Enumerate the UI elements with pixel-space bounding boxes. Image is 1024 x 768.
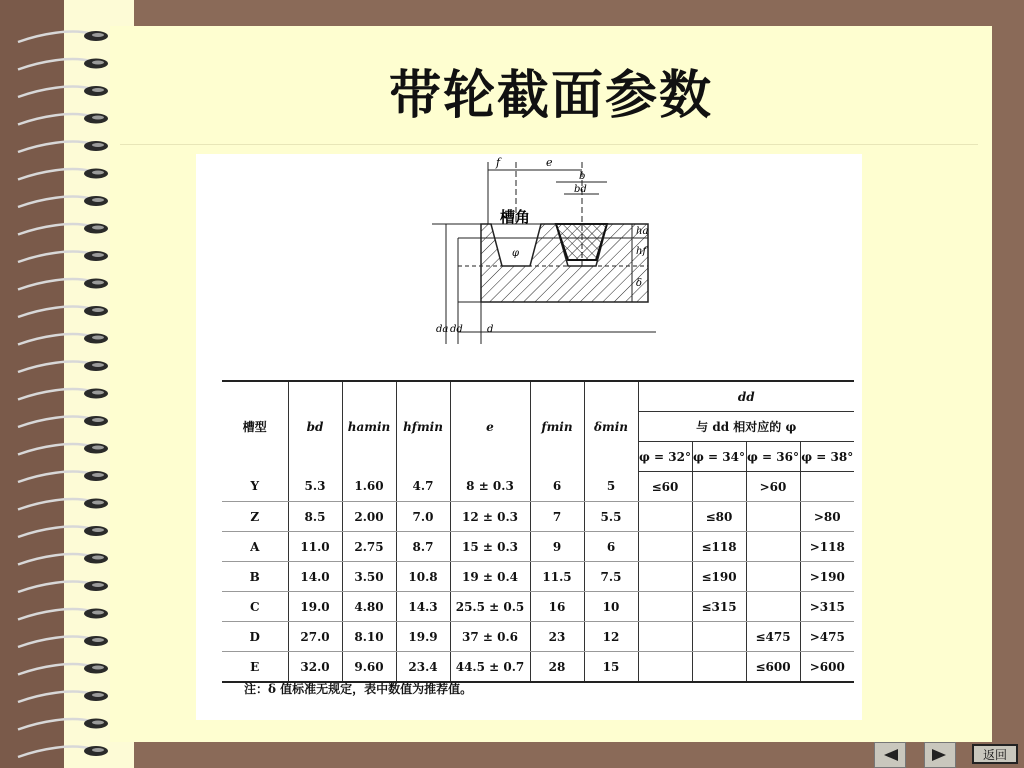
table-cell-f: 23	[530, 622, 584, 652]
binding-wire	[18, 637, 92, 647]
table-cell-bd: 27.0	[288, 622, 342, 652]
table-cell-type: A	[222, 532, 288, 562]
binding-highlight	[92, 638, 104, 642]
next-slide-button[interactable]	[924, 742, 956, 768]
table-cell-type: B	[222, 562, 288, 592]
table-cell-ha: 4.80	[342, 592, 396, 622]
header-phi-32: φ = 32°	[638, 442, 692, 472]
table-row	[222, 502, 854, 532]
header-phi-34: φ = 34°	[692, 442, 746, 472]
table-cell-type: Z	[222, 502, 288, 532]
table-cell-p32	[638, 502, 692, 532]
table-cell-hf: 7.0	[396, 502, 450, 532]
table-cell-e: 44.5 ± 0.7	[450, 652, 530, 683]
table-cell-p34: ≤315	[692, 592, 746, 622]
triangle-right-icon	[930, 747, 950, 763]
binding-wire	[18, 252, 92, 262]
binding-highlight	[92, 418, 104, 422]
table-cell-p38: >600	[800, 652, 854, 683]
label-e: e	[546, 156, 553, 169]
table-cell-p32: ≤60	[638, 472, 692, 502]
table-cell-bd: 32.0	[288, 652, 342, 683]
binding-highlight	[92, 281, 104, 285]
handwritten-note: 槽角	[500, 208, 531, 226]
binding-wire	[18, 527, 92, 537]
binding-highlight	[92, 116, 104, 120]
binding-highlight	[92, 446, 104, 450]
binding-wire	[18, 142, 92, 152]
table-cell-type: C	[222, 592, 288, 622]
table-cell-delta: 10	[584, 592, 638, 622]
binding-wire	[18, 307, 92, 317]
label-delta: δ	[636, 278, 643, 289]
table-cell-p38: >190	[800, 562, 854, 592]
header-groove-type: 槽型	[222, 381, 288, 472]
table-cell-e: 19 ± 0.4	[450, 562, 530, 592]
table-cell-delta: 6	[584, 532, 638, 562]
binding-wire	[18, 59, 92, 69]
groove-parameter-table	[222, 380, 854, 683]
table-cell-delta: 15	[584, 652, 638, 683]
table-cell-f: 9	[530, 532, 584, 562]
table-cell-p34: ≤80	[692, 502, 746, 532]
table-cell-f: 16	[530, 592, 584, 622]
triangle-left-icon	[880, 747, 900, 763]
table-cell-p32	[638, 592, 692, 622]
header-dd-sub: 与 dd 相对应的 φ	[638, 412, 854, 442]
label-ha: ha	[636, 226, 649, 237]
table-cell-p34: ≤190	[692, 562, 746, 592]
table-cell-bd: 14.0	[288, 562, 342, 592]
table-cell-ha: 1.60	[342, 472, 396, 502]
table-cell-ha: 2.75	[342, 532, 396, 562]
table-cell-e: 8 ± 0.3	[450, 472, 530, 502]
table-cell-p38: >315	[800, 592, 854, 622]
binding-highlight	[92, 336, 104, 340]
header-hf-min: hfmin	[396, 381, 450, 472]
groove-section-diagram	[196, 154, 862, 384]
binding-highlight	[92, 33, 104, 37]
table-row	[222, 472, 854, 502]
table-cell-p36: ≤475	[746, 622, 800, 652]
table-body	[222, 472, 854, 683]
groove-parameter-table-wrap	[222, 380, 854, 683]
binding-highlight	[92, 473, 104, 477]
table-cell-f: 11.5	[530, 562, 584, 592]
header-bd: bd	[288, 381, 342, 472]
binding-highlight	[92, 556, 104, 560]
binding-wire	[18, 32, 92, 42]
binding-wire	[18, 582, 92, 592]
title-divider	[120, 144, 978, 145]
table-cell-p34	[692, 472, 746, 502]
table-row	[222, 592, 854, 622]
slide-title: 带轮截面参数	[388, 65, 713, 126]
table-cell-e: 15 ± 0.3	[450, 532, 530, 562]
table-row	[222, 652, 854, 683]
table-cell-p32	[638, 652, 692, 683]
table-cell-type: Y	[222, 472, 288, 502]
binding-wire	[18, 417, 92, 427]
table-cell-bd: 5.3	[288, 472, 342, 502]
label-hf: hf	[636, 246, 647, 257]
table-cell-type: E	[222, 652, 288, 683]
label-d: d	[487, 324, 494, 335]
binding-wire	[18, 362, 92, 372]
table-cell-f: 7	[530, 502, 584, 532]
previous-slide-button[interactable]	[874, 742, 906, 768]
table-cell-f: 28	[530, 652, 584, 683]
table-cell-p32	[638, 622, 692, 652]
binding-highlight	[92, 721, 104, 725]
binding-wire	[18, 389, 92, 399]
binding-wire	[18, 609, 92, 619]
header-phi-38: φ = 38°	[800, 442, 854, 472]
table-cell-p36: ≤600	[746, 652, 800, 683]
table-cell-p34	[692, 622, 746, 652]
table-cell-hf: 4.7	[396, 472, 450, 502]
table-cell-p38	[800, 472, 854, 502]
binding-wire	[18, 197, 92, 207]
label-b: b	[579, 171, 586, 182]
binding-highlight	[92, 253, 104, 257]
binding-wire	[18, 472, 92, 482]
table-cell-p34: ≤118	[692, 532, 746, 562]
binding-highlight	[92, 226, 104, 230]
binding-wire	[18, 747, 92, 757]
table-cell-f: 6	[530, 472, 584, 502]
belt-pulley-figure	[196, 154, 862, 720]
table-cell-p36	[746, 592, 800, 622]
slide-page	[110, 26, 992, 742]
table-cell-p38: >80	[800, 502, 854, 532]
binding-highlight	[92, 88, 104, 92]
table-row	[222, 532, 854, 562]
binding-highlight	[92, 143, 104, 147]
binding-wire	[18, 114, 92, 124]
table-cell-p38: >118	[800, 532, 854, 562]
table-cell-p32	[638, 532, 692, 562]
table-cell-p36: >60	[746, 472, 800, 502]
table-cell-bd: 19.0	[288, 592, 342, 622]
binding-highlight	[92, 308, 104, 312]
label-bd: bd	[574, 184, 587, 195]
binding-highlight	[92, 501, 104, 505]
table-cell-p32	[638, 562, 692, 592]
header-e: e	[450, 381, 530, 472]
binding-highlight	[92, 583, 104, 587]
table-cell-delta: 5.5	[584, 502, 638, 532]
table-cell-hf: 23.4	[396, 652, 450, 683]
table-cell-p36	[746, 532, 800, 562]
table-cell-hf: 8.7	[396, 532, 450, 562]
table-cell-hf: 19.9	[396, 622, 450, 652]
binding-wire	[18, 444, 92, 454]
label-da: da	[436, 324, 449, 335]
binding-highlight	[92, 611, 104, 615]
table-cell-delta: 5	[584, 472, 638, 502]
binding-highlight	[92, 693, 104, 697]
table-cell-hf: 14.3	[396, 592, 450, 622]
binding-wire	[18, 334, 92, 344]
binding-wire	[18, 554, 92, 564]
return-button[interactable]: 返回	[972, 744, 1018, 764]
header-phi-36: φ = 36°	[746, 442, 800, 472]
binding-wire	[18, 169, 92, 179]
table-cell-delta: 12	[584, 622, 638, 652]
binding-highlight	[92, 171, 104, 175]
table-cell-p38: >475	[800, 622, 854, 652]
table-cell-e: 37 ± 0.6	[450, 622, 530, 652]
table-cell-type: D	[222, 622, 288, 652]
table-cell-ha: 8.10	[342, 622, 396, 652]
binding-wire	[18, 499, 92, 509]
table-cell-p36	[746, 562, 800, 592]
table-cell-ha: 9.60	[342, 652, 396, 683]
binding-highlight	[92, 666, 104, 670]
table-cell-ha: 3.50	[342, 562, 396, 592]
header-f-min: fmin	[530, 381, 584, 472]
label-f: f	[496, 156, 501, 169]
binding-highlight	[92, 363, 104, 367]
binding-highlight	[92, 528, 104, 532]
table-note: 注：δ 值标准无规定，表中数值为推荐值。	[244, 682, 473, 696]
binding-wire	[18, 719, 92, 729]
table-cell-delta: 7.5	[584, 562, 638, 592]
binding-wire	[18, 224, 92, 234]
binding-highlight	[92, 61, 104, 65]
header-dd: dd	[638, 381, 854, 412]
binding-wire	[18, 664, 92, 674]
table-cell-p36	[746, 502, 800, 532]
table-row	[222, 622, 854, 652]
table-cell-bd: 11.0	[288, 532, 342, 562]
binding-highlight	[92, 748, 104, 752]
binding-highlight	[92, 198, 104, 202]
header-ha-min: hamin	[342, 381, 396, 472]
table-cell-ha: 2.00	[342, 502, 396, 532]
table-cell-p34	[692, 652, 746, 683]
label-phi: φ	[512, 248, 520, 259]
table-cell-bd: 8.5	[288, 502, 342, 532]
binding-wire	[18, 692, 92, 702]
header-delta-min: δmin	[584, 381, 638, 472]
spiral-binding	[0, 0, 120, 768]
table-cell-hf: 10.8	[396, 562, 450, 592]
table-cell-e: 12 ± 0.3	[450, 502, 530, 532]
table-row	[222, 562, 854, 592]
table-cell-e: 25.5 ± 0.5	[450, 592, 530, 622]
binding-wire	[18, 87, 92, 97]
label-dd: dd	[450, 324, 463, 335]
binding-highlight	[92, 391, 104, 395]
binding-wire	[18, 279, 92, 289]
